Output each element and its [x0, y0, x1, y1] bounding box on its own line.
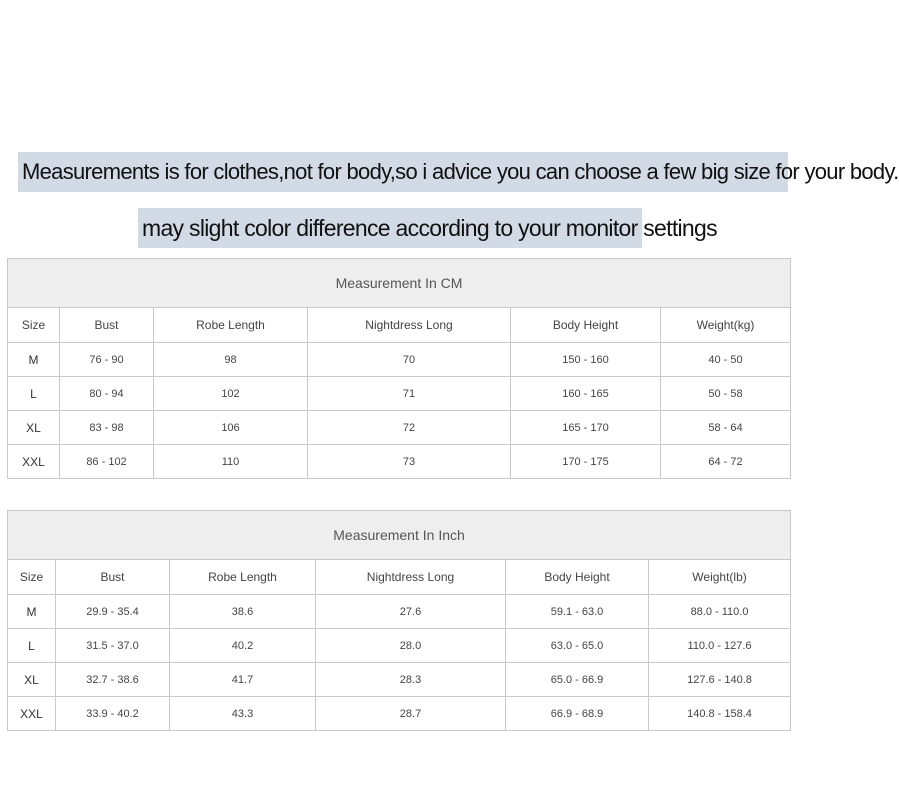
table-header-row — [8, 308, 791, 343]
table-cell: 33.9 - 40.2 — [56, 697, 170, 731]
size-cell: M — [8, 595, 56, 629]
table-cell: 83 - 98 — [60, 411, 154, 445]
table-cell: 80 - 94 — [60, 377, 154, 411]
column-header-bust: Bust — [60, 308, 154, 343]
table-cell: 110 — [154, 445, 308, 479]
table-cell: 150 - 160 — [511, 343, 661, 377]
table-cell: 76 - 90 — [60, 343, 154, 377]
table-row — [8, 411, 791, 445]
table-cell: 27.6 — [316, 595, 506, 629]
table-row — [8, 595, 791, 629]
table-cell: 32.7 - 38.6 — [56, 663, 170, 697]
column-header-bust: Bust — [56, 560, 170, 595]
column-header-robe-length: Robe Length — [154, 308, 308, 343]
table-cell: 102 — [154, 377, 308, 411]
column-header-weight: Weight(kg) — [661, 308, 791, 343]
table-cell: 110.0 - 127.6 — [649, 629, 791, 663]
table-cell: 88.0 - 110.0 — [649, 595, 791, 629]
table-cell: 31.5 - 37.0 — [56, 629, 170, 663]
table-title: Measurement In CM — [8, 259, 791, 308]
table-cell: 38.6 — [170, 595, 316, 629]
size-table-inch — [7, 510, 791, 731]
size-cell: XL — [8, 663, 56, 697]
table-cell: 170 - 175 — [511, 445, 661, 479]
table-cell: 65.0 - 66.9 — [506, 663, 649, 697]
table-cell: 70 — [308, 343, 511, 377]
table-row — [8, 377, 791, 411]
size-cell: XXL — [8, 697, 56, 731]
table-cell: 73 — [308, 445, 511, 479]
column-header-size: Size — [8, 308, 60, 343]
table-cell: 41.7 — [170, 663, 316, 697]
table-cell: 50 - 58 — [661, 377, 791, 411]
table-title-row — [8, 511, 791, 560]
table-header-row — [8, 560, 791, 595]
table-cell: 58 - 64 — [661, 411, 791, 445]
notice-color-difference: may slight color difference according to your monitor settings — [138, 208, 642, 248]
table-row — [8, 445, 791, 479]
table-cell: 127.6 - 140.8 — [649, 663, 791, 697]
size-cell: L — [8, 377, 60, 411]
size-cell: XXL — [8, 445, 60, 479]
notice-measurements: Measurements is for clothes,not for body,so i advice you can choose a few big size for your body. — [18, 152, 788, 192]
table-cell: 140.8 - 158.4 — [649, 697, 791, 731]
size-cell: M — [8, 343, 60, 377]
table-cell: 66.9 - 68.9 — [506, 697, 649, 731]
table-cell: 64 - 72 — [661, 445, 791, 479]
column-header-body-height: Body Height — [506, 560, 649, 595]
table-cell: 86 - 102 — [60, 445, 154, 479]
table-row — [8, 663, 791, 697]
size-cell: XL — [8, 411, 60, 445]
table-cell: 28.7 — [316, 697, 506, 731]
table-cell: 165 - 170 — [511, 411, 661, 445]
table-cell: 59.1 - 63.0 — [506, 595, 649, 629]
table-cell: 71 — [308, 377, 511, 411]
table-cell: 72 — [308, 411, 511, 445]
table-row — [8, 629, 791, 663]
table-cell: 63.0 - 65.0 — [506, 629, 649, 663]
table-row — [8, 697, 791, 731]
column-header-weight: Weight(lb) — [649, 560, 791, 595]
column-header-robe-length: Robe Length — [170, 560, 316, 595]
table-cell: 40.2 — [170, 629, 316, 663]
size-table-cm — [7, 258, 791, 479]
table-cell: 40 - 50 — [661, 343, 791, 377]
table-cell: 29.9 - 35.4 — [56, 595, 170, 629]
table-cell: 106 — [154, 411, 308, 445]
table-cell: 160 - 165 — [511, 377, 661, 411]
table-cell: 98 — [154, 343, 308, 377]
column-header-size: Size — [8, 560, 56, 595]
table-cell: 28.3 — [316, 663, 506, 697]
table-title: Measurement In Inch — [8, 511, 791, 560]
size-cell: L — [8, 629, 56, 663]
column-header-nightdress-long: Nightdress Long — [308, 308, 511, 343]
column-header-body-height: Body Height — [511, 308, 661, 343]
table-title-row — [8, 259, 791, 308]
table-row — [8, 343, 791, 377]
table-cell: 43.3 — [170, 697, 316, 731]
column-header-nightdress-long: Nightdress Long — [316, 560, 506, 595]
table-cell: 28.0 — [316, 629, 506, 663]
